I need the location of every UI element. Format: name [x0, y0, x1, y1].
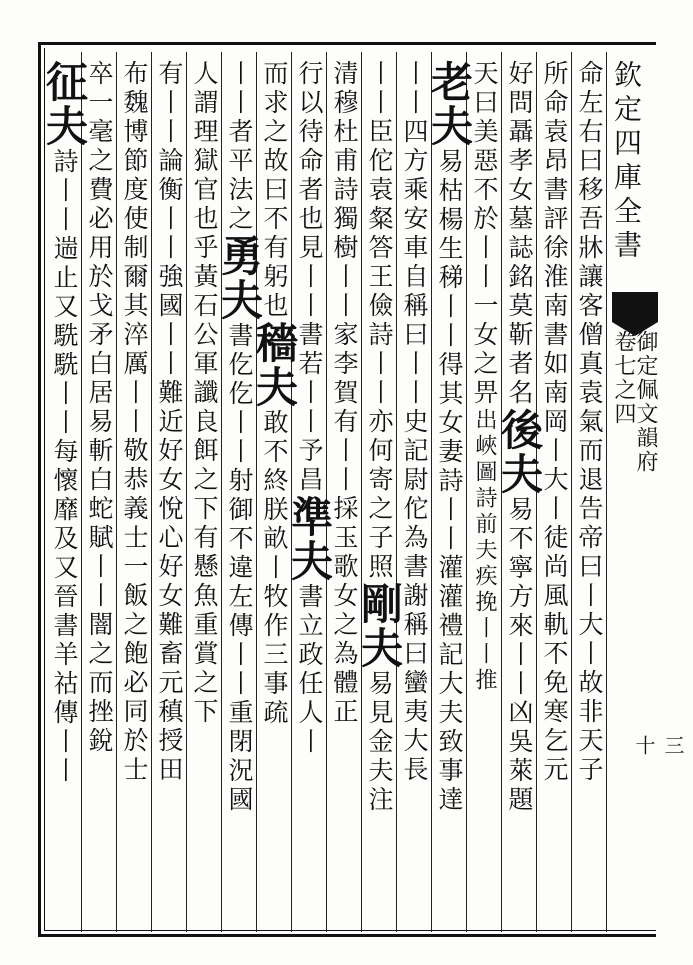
text-column [117, 52, 152, 932]
text-column [467, 52, 502, 932]
text-column [215, 52, 264, 932]
text-column [572, 52, 607, 932]
column-text [152, 60, 187, 930]
headword: 勇夫 [215, 234, 264, 322]
edge-book-title: 御定佩文韻府 [633, 330, 658, 474]
edge-book-info [612, 330, 656, 550]
column-segment: 易見金夫注 [365, 670, 394, 815]
fish-tail-mark [612, 292, 658, 322]
headword: 征夫 [40, 60, 89, 148]
headword: 後夫 [495, 408, 544, 496]
edge-title: 欽定四庫全書 [610, 60, 643, 264]
column-segment: 書仡仡丨丨射御不違左傳丨丨重閉況國 [225, 322, 254, 815]
column-segment: 卒一毫之費必用於戈矛白居易斬白蛇賦丨丨闇之而挫銳 [85, 60, 114, 756]
page-number: 三十 [632, 735, 685, 755]
column-text [250, 60, 299, 930]
column-segment: 天曰美惡不於丨丨一女之畀 [470, 60, 499, 408]
edge-volume: 卷七之四 [611, 330, 636, 426]
column-text [425, 60, 474, 930]
column-text [215, 60, 264, 930]
text-column [495, 52, 544, 932]
text-column [425, 52, 474, 932]
column-text [82, 60, 117, 930]
headword: 剛夫 [355, 582, 404, 670]
column-segment: 人謂理獄官也乎黃石公軍讖良餌之下有懸魚重賞之下 [190, 60, 219, 727]
column-segment: 書立政任人丨 [295, 583, 324, 757]
column-segment: 清穆杜甫詩獨樹丨丨家李賀有丨丨採玉歌女之為體正 [330, 60, 359, 727]
column-segment: 易枯楊生稊丨丨得其女妻詩丨丨灌灌禮記大夫致事達 [435, 148, 464, 815]
column-segment: 丨丨臣佗袁粲答王儉詩丨丨亦何寄之子照 [365, 60, 394, 582]
column-text [467, 60, 502, 930]
column-segment: 而求之故曰不有躬也 [260, 60, 289, 321]
column-segment: 行以待命者也見丨丨書若丨丨予昌 [295, 60, 324, 495]
column-segment: 有丨丨論衡丨丨強國丨丨難近好女悅心好女難畜元稹授田 [155, 60, 184, 785]
column-segment: 詩丨丨遄止又駪駪丨丨每懷靡及又晉書羊祜傳丨丨 [50, 148, 79, 786]
text-column [355, 52, 404, 932]
column-segment: 好問聶孝女墓誌銘莫靳者名 [505, 60, 534, 408]
headword: 穡夫 [250, 321, 299, 409]
column-text [355, 60, 404, 930]
headword: 老夫 [425, 60, 474, 148]
column-segment: 敢不終朕畝丨牧作三事疏 [260, 409, 289, 728]
column-text [40, 60, 89, 930]
column-text [572, 60, 607, 930]
text-column [152, 52, 187, 932]
text-column [187, 52, 222, 932]
column-text [285, 60, 334, 930]
column-segment: 易不寧方來丨丨凶吳萊題 [505, 496, 534, 815]
column-text [117, 60, 152, 930]
text-column [40, 52, 89, 932]
text-column [285, 52, 334, 932]
column-segment: 布魏博節度使制爾其淬厲丨丨敬恭義士一飯之飽必同於士 [120, 60, 149, 785]
text-column [327, 52, 362, 932]
column-segment: 丨丨者平法之 [225, 60, 254, 234]
column-segment: 命左右曰移吾牀讓客僧真袁氣而退告帝曰丨大丨故非天子 [575, 60, 604, 785]
column-text [187, 60, 222, 930]
column-segment: 出峽圖詩前夫疾挽丨丨推 [472, 408, 497, 694]
text-column [397, 52, 432, 932]
column-segment: 丨丨四方乘安車自稱曰丨丨史記尉佗為書謝稱曰蠻夷大長 [400, 60, 429, 785]
text-column [82, 52, 117, 932]
column-text [397, 60, 432, 930]
column-text [495, 60, 544, 930]
text-column [250, 52, 299, 932]
headword: 準夫 [285, 495, 334, 583]
column-segment: 所命袁昂書評徐淮南書如南岡丨大丨徒尚風軌不免寒乞元 [540, 60, 569, 785]
